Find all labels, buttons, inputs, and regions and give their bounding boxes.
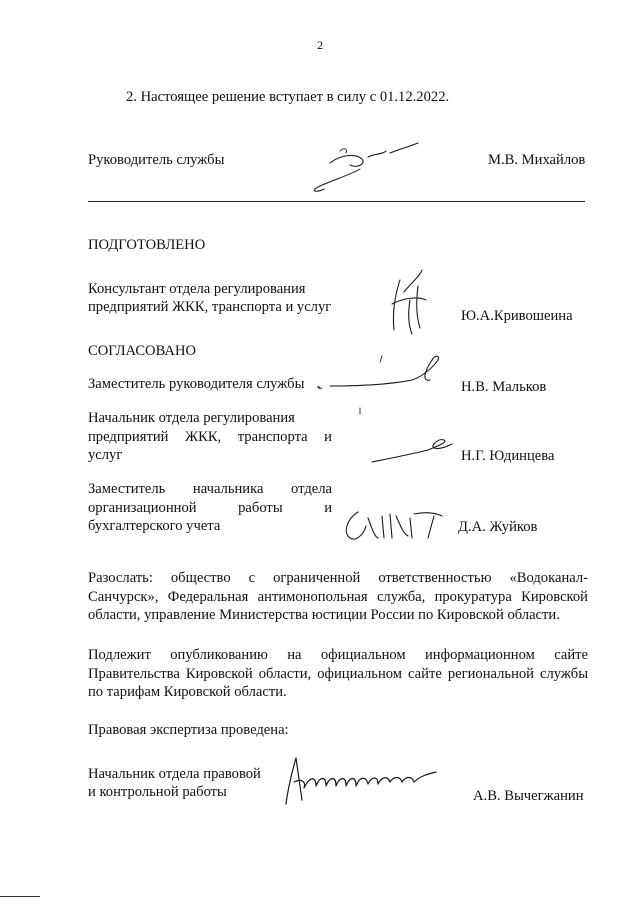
agreed-heading: СОГЛАСОВАНО <box>88 343 197 359</box>
dept-head-name: Н.Г. Юдинцева <box>461 448 555 464</box>
publication-paragraph <box>88 646 588 702</box>
prepared-signature <box>382 262 442 342</box>
distribution-line-2: Санчурск», Федеральная антимонопольная служба, прокуратура Кировской <box>88 588 588 605</box>
deputy-dept-head-name: Д.А. Жуйков <box>458 519 538 535</box>
scan-edge-mark <box>0 896 40 897</box>
publication-line-3: по тарифам Кировской области. <box>88 684 287 700</box>
legal-head-name: А.В. Вычегжанин <box>473 788 584 804</box>
legal-head-position-line-2: и контрольной работы <box>88 784 227 800</box>
deputy-dept-head-position-line-3: бухгалтерского учета <box>88 518 221 534</box>
prepared-position-line-1: Консультант отдела регулирования <box>88 281 306 297</box>
head-signature <box>300 135 430 195</box>
publication-line-1: Подлежит опубликованию на официальном информационном сайте <box>88 647 588 663</box>
distribution-line-1: Разослать: общество с ограниченной ответственностью «Водоканал- <box>88 570 588 586</box>
distribution-line-3: области, управление Министерства юстиции России по Кировской области. <box>88 607 560 623</box>
deputy-dept-head-position-line-1: Заместитель начальника отдела <box>88 481 332 497</box>
page-number: 2 <box>317 38 323 52</box>
deputy-head-position: Заместитель руководителя службы <box>88 376 305 392</box>
dept-head-signature <box>368 430 458 470</box>
legal-head-signature <box>282 752 452 812</box>
legal-review-note: Правовая экспертиза проведена: <box>88 722 289 738</box>
head-name: М.В. Михайлов <box>488 152 586 168</box>
deputy-dept-head-position-line-2: организационной работы и <box>88 499 332 516</box>
head-position: Руководитель службы <box>88 152 225 168</box>
dept-head-position <box>88 409 332 465</box>
prepared-name: Ю.А.Кривошеина <box>461 308 573 324</box>
dept-head-position-line-1: Начальник отдела регулирования <box>88 410 295 426</box>
deputy-head-signature <box>312 348 452 418</box>
distribution-paragraph <box>88 569 588 625</box>
publication-line-2: Правительства Кировской области, официальном сайте региональной службы <box>88 665 588 682</box>
dept-head-position-line-3: услуг <box>88 447 123 463</box>
divider-line <box>88 201 585 202</box>
prepared-heading: ПОДГОТОВЛЕНО <box>88 237 206 253</box>
dept-head-position-line-2: предприятий ЖКК, транспорта и <box>88 428 332 445</box>
legal-head-position-line-1: Начальник отдела правовой <box>88 766 261 782</box>
prepared-position-line-2: предприятий ЖКК, транспорта и услуг <box>88 299 332 315</box>
deputy-head-name: Н.В. Мальков <box>461 379 547 395</box>
effective-date-clause: 2. Настоящее решение вступает в силу с 01.12.2022. <box>126 89 450 105</box>
deputy-dept-head-position <box>88 480 332 536</box>
deputy-dept-head-signature <box>338 498 458 548</box>
